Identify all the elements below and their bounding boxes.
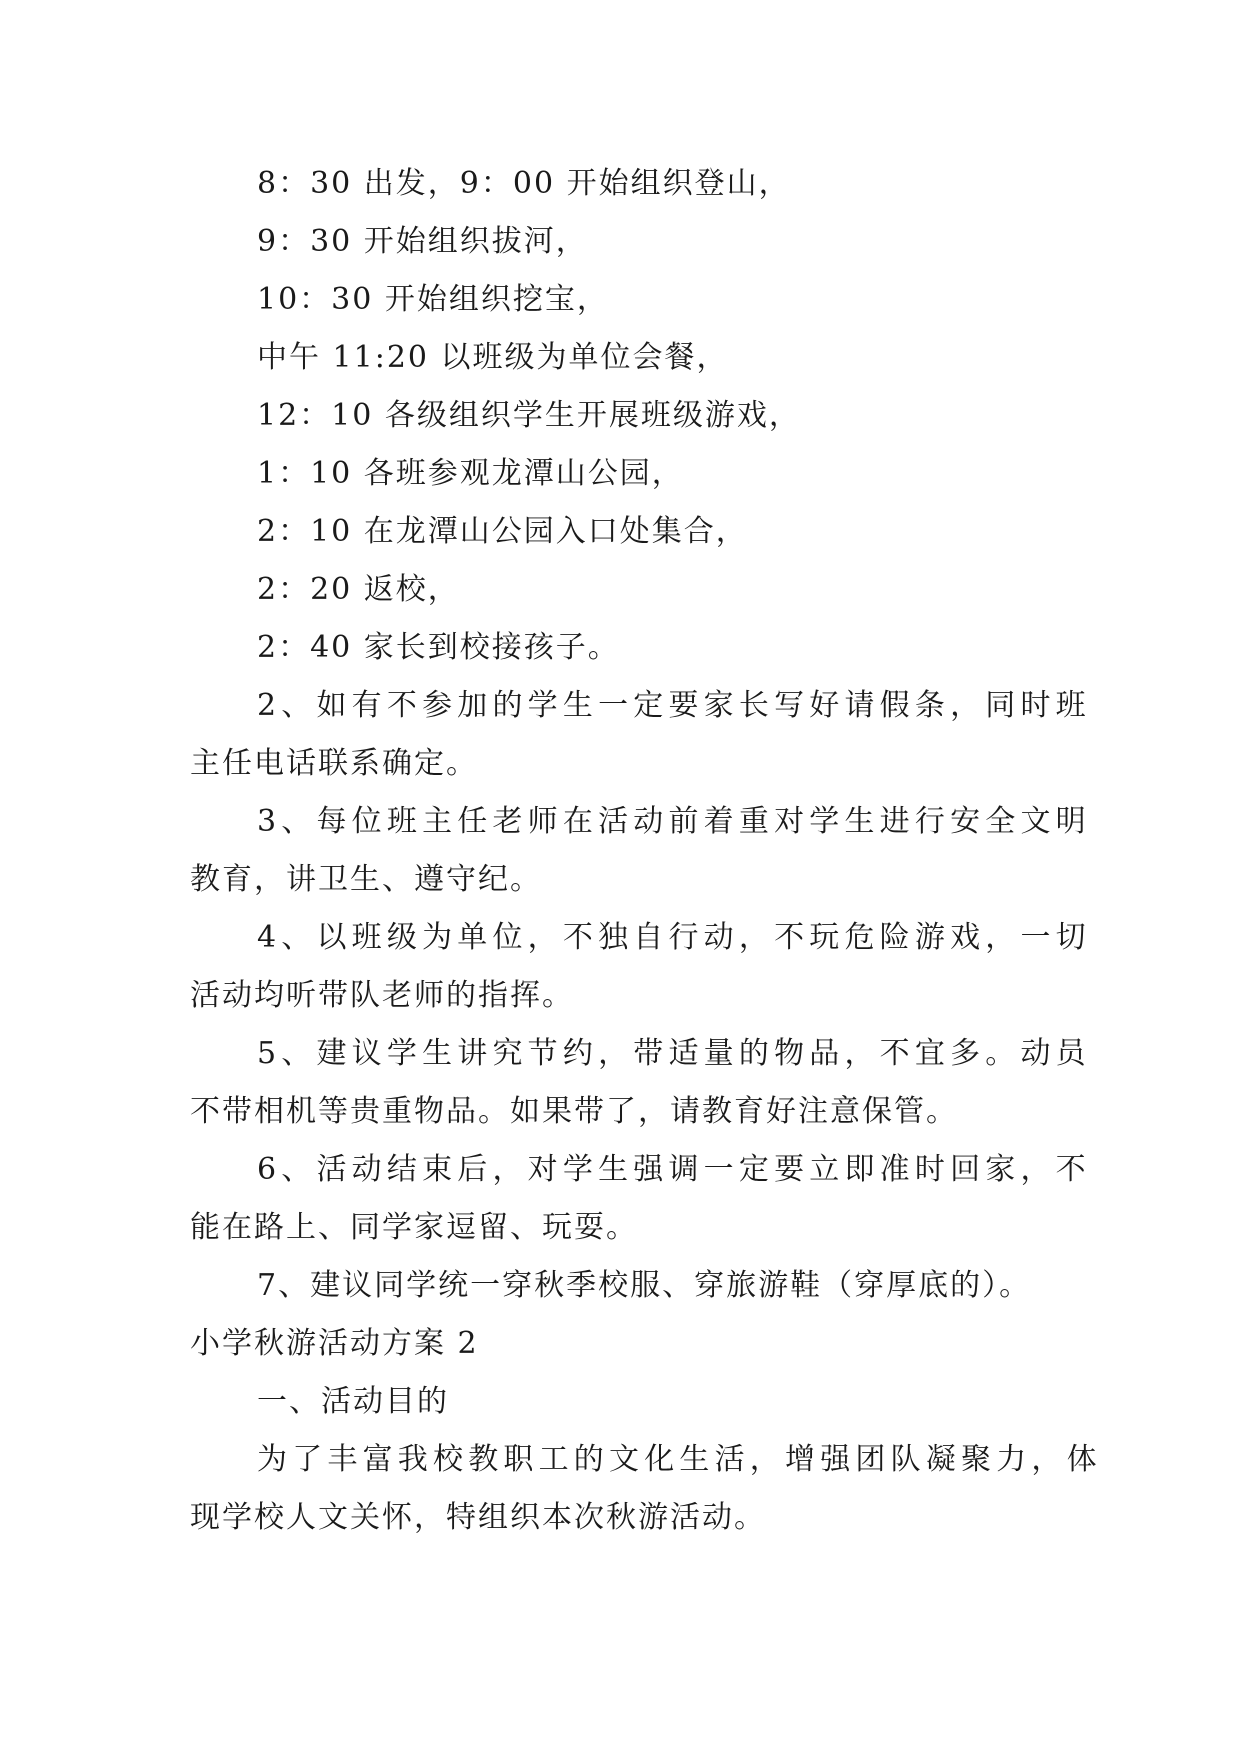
item-6-line-2: 能在路上、同学家逗留、玩耍。 <box>190 1210 638 1245</box>
item-2-line-2: 主任电话联系确定。 <box>190 746 478 781</box>
item-5-line-2: 不带相机等贵重物品。如果带了，请教育好注意保管。 <box>190 1094 958 1129</box>
item-4-line-2: 活动均听带队老师的指挥。 <box>190 978 574 1013</box>
item-5-line-1: 5、建议学生讲究节约，带适量的物品，不宜多。动员 <box>257 1036 1091 1071</box>
schedule-line-4: 中午 11:20 以班级为单位会餐， <box>257 340 729 375</box>
schedule-line-9: 2：40 家长到校接孩子。 <box>257 630 620 665</box>
schedule-line-1: 8：30 出发，9：00 开始组织登山， <box>257 166 791 201</box>
schedule-line-8: 2：20 返校， <box>257 572 460 607</box>
item-3-line-2: 教育，讲卫生、遵守纪。 <box>190 862 542 897</box>
schedule-line-5: 12：10 各级组织学生开展班级游戏， <box>257 398 801 433</box>
plan-2-title: 小学秋游活动方案 2 <box>190 1326 479 1361</box>
section-1-heading: 一、活动目的 <box>257 1384 449 1419</box>
item-7-line: 7、建议同学统一穿秋季校服、穿旅游鞋（穿厚底的）。 <box>257 1268 1032 1303</box>
schedule-line-2: 9：30 开始组织拔河， <box>257 224 588 259</box>
item-2-line-1: 2、如有不参加的学生一定要家长写好请假条，同时班 <box>257 688 1091 723</box>
item-3-line-1: 3、每位班主任老师在活动前着重对学生进行安全文明 <box>257 804 1091 839</box>
schedule-line-7: 2：10 在龙潭山公园入口处集合， <box>257 514 748 549</box>
item-4-line-1: 4、以班级为单位，不独自行动，不玩危险游戏，一切 <box>257 920 1091 955</box>
schedule-line-6: 1：10 各班参观龙潭山公园， <box>257 456 684 491</box>
section-1-body-line-2: 现学校人文关怀，特组织本次秋游活动。 <box>190 1500 766 1535</box>
section-1-body-line-1: 为了丰富我校教职工的文化生活，增强团队凝聚力，体 <box>257 1442 1102 1477</box>
item-6-line-1: 6、活动结束后，对学生强调一定要立即准时回家，不 <box>257 1152 1091 1187</box>
schedule-line-3: 10：30 开始组织挖宝， <box>257 282 609 317</box>
